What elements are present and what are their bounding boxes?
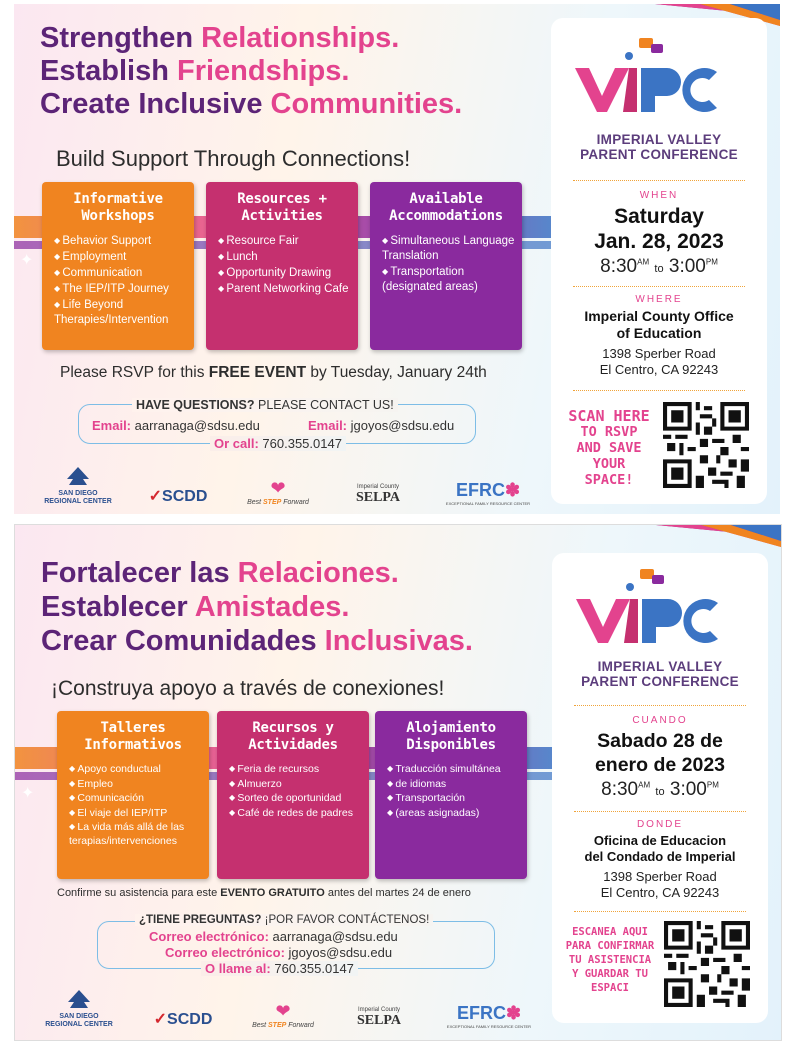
- scdd-logo: ✓SCDD: [153, 1011, 213, 1028]
- check-icon: ✓: [148, 488, 163, 505]
- divider: [573, 390, 745, 391]
- list-item: ◆ El viaje del IEP/ITP: [69, 806, 203, 821]
- headline-line-3: Crear Comunidades Inclusivas.: [41, 625, 473, 657]
- best-step-forward-logo: ❤ Best STEP Forward: [238, 478, 318, 506]
- list-item: ◆ Lunch: [218, 249, 352, 265]
- phone-link[interactable]: 760.355.0147: [274, 961, 354, 976]
- contact-email-2: Email: jgoyos@sdsu.edu: [308, 418, 455, 433]
- list-item: ◆ La vida más allá de las terapias/intervenciones: [69, 820, 203, 848]
- partner-logos: [39, 989, 539, 1029]
- scdd-logo: ✓SCDD: [148, 488, 208, 505]
- workshops-box: Informative Workshops ◆ Behavior Support ◆ Employment ◆ Communication ◆ The IEP/ITP Journey ◆ Life Beyond Therapies/Intervention: [42, 182, 194, 350]
- conference-name: IMPERIAL VALLEY PARENT CONFERENCE: [580, 132, 738, 162]
- divider: [574, 705, 746, 706]
- contact-email-2: Correo electrónico: jgoyos@sdsu.edu: [165, 945, 393, 960]
- list-item: ◆ Feria de recursos: [229, 762, 363, 777]
- sdrc-logo: SAN DIEGO REGIONAL CENTER: [39, 988, 119, 1029]
- divider: [574, 811, 746, 812]
- heart-icon: ❤: [270, 478, 286, 498]
- divider: [573, 286, 745, 287]
- selpa-logo: Imperial County SELPA: [356, 1007, 402, 1028]
- email-link[interactable]: aarranaga@sdsu.edu: [272, 929, 398, 944]
- flower-icon: ✽: [505, 1003, 522, 1023]
- list-item: ◆ Simultaneous Language Translation: [382, 233, 516, 264]
- list-item: ◆ Life Beyond Therapies/Intervention: [54, 297, 188, 328]
- conference-name: IMPERIAL VALLEY PARENT CONFERENCE: [581, 659, 739, 689]
- ivpc-logo-icon: [567, 38, 757, 116]
- selpa-logo: Imperial County SELPA: [355, 484, 401, 505]
- list-item: ◆ Behavior Support: [54, 233, 188, 249]
- sdrc-logo: SAN DIEGO REGIONAL CENTER: [38, 465, 118, 506]
- event-info-card: [551, 18, 767, 504]
- list-item: ◆ Resource Fair: [218, 233, 352, 249]
- contact-email-1: Email: aarranaga@sdsu.edu: [92, 418, 260, 433]
- efrc-logo: EFRC✽ EXCEPTIONAL FAMILY RESOURCE CENTER: [445, 480, 531, 506]
- event-time: $8:30^{AM}$ to $3:00^{PM}$: [601, 779, 719, 800]
- when-label: CUANDO: [632, 715, 688, 726]
- venue-address: 1398 Sperber Road El Centro, CA 92243: [600, 869, 720, 900]
- qr-code[interactable]: [664, 921, 750, 1007]
- partner-logos: [38, 466, 538, 506]
- phone-link[interactable]: 760.355.0147: [262, 436, 342, 451]
- list-item: ◆ Almuerzo: [229, 777, 363, 792]
- tree-icon: [62, 988, 96, 1010]
- rsvp-line: Please RSVP for this FREE EVENT by Tuesday, January 24th: [60, 364, 487, 381]
- list-item: ◆ Sorteo de oportunidad: [229, 791, 363, 806]
- list-item: ◆ Parent Networking Cafe: [218, 281, 352, 297]
- resources-box: Resources + Activities ◆ Resource Fair ◆ Lunch ◆ Opportunity Drawing ◆ Parent Networking Cafe: [206, 182, 358, 350]
- event-date: Saturday Jan. 28, 2023: [594, 205, 724, 253]
- flower-icon: ✽: [504, 480, 521, 500]
- scan-here-label: ESCANEA AQUI PARA CONFIRMAR TU ASISTENCIA Y GUARDAR TU ESPACI: [565, 926, 655, 994]
- list-item: ◆ Café de redes de padres: [229, 806, 363, 821]
- flyer-english: [14, 4, 780, 514]
- scan-here-label: SCAN HERE TO RSVP AND SAVE YOUR SPACE!: [568, 407, 650, 488]
- where-label: DONDE: [636, 819, 684, 830]
- event-info-card: [552, 553, 768, 1023]
- divider: [574, 911, 746, 912]
- divider: [573, 180, 745, 181]
- list-item: ◆ Transportación: [387, 791, 521, 806]
- accommodations-box: Available Accommodations ◆ Simultaneous Language Translation ◆ Transportation (designated areas): [370, 182, 522, 350]
- contact-phone: Or call: 760.355.0147: [210, 436, 346, 451]
- sparkle-icon: ✦: [21, 785, 35, 802]
- list-item: ◆ Communication: [54, 265, 188, 281]
- headline-line-3: Create Inclusive Communities.: [40, 88, 463, 120]
- venue-name: Oficina de Educacion del Condado de Imperial: [584, 833, 736, 864]
- list-item: ◆ Employment: [54, 249, 188, 265]
- contact-heading: HAVE QUESTIONS? PLEASE CONTACT US!: [132, 398, 398, 412]
- list-item: ◆ Empleo: [69, 777, 203, 792]
- list-item: ◆ Apoyo conductual: [69, 762, 203, 777]
- headline-line-2: Establecer Amistades.: [41, 591, 350, 623]
- list-item: ◆ de idiomas: [387, 777, 521, 792]
- event-date: Sabado 28 de enero de 2023: [594, 730, 726, 776]
- tree-icon: [61, 465, 95, 487]
- list-item: ◆ Traducción simultánea: [387, 762, 521, 777]
- where-label: WHERE: [635, 294, 683, 305]
- list-item: ◆ Transportation (designated areas): [382, 264, 516, 295]
- accommodations-box: Alojamiento Disponibles ◆ Traducción simultánea ◆ de idiomas ◆ Transportación ◆ (areas asignadas): [375, 711, 527, 879]
- rsvp-line: Confirme su asistencia para este EVENTO GRATUITO antes del martes 24 de enero: [57, 887, 471, 899]
- list-item: ◆ (areas asignadas): [387, 806, 521, 821]
- venue-name: Imperial County Office of Education: [584, 308, 734, 341]
- sparkle-icon: ✦: [20, 252, 34, 269]
- email-link[interactable]: aarranaga@sdsu.edu: [134, 418, 260, 433]
- ivpc-logo-icon: [568, 569, 758, 647]
- headline-line-1: Strengthen Relationships.: [40, 22, 400, 54]
- list-item: ◆ Comunicación: [69, 791, 203, 806]
- email-link[interactable]: jgoyos@sdsu.edu: [288, 945, 393, 960]
- subheading: Build Support Through Connections!: [56, 146, 411, 171]
- list-item: ◆ Opportunity Drawing: [218, 265, 352, 281]
- when-label: WHEN: [639, 190, 679, 201]
- event-time: $8:30^{AM}$ to $3:00^{PM}$: [600, 256, 718, 277]
- venue-address: 1398 Sperber Road El Centro, CA 92243: [599, 346, 719, 377]
- qr-code[interactable]: [663, 402, 749, 488]
- email-link[interactable]: jgoyos@sdsu.edu: [350, 418, 455, 433]
- flyer-spanish: [14, 524, 782, 1041]
- check-icon: ✓: [153, 1011, 168, 1028]
- headline-line-1: Fortalecer las Relaciones.: [41, 557, 399, 589]
- headline-line-2: Establish Friendships.: [40, 55, 350, 87]
- contact-phone: O llame al: 760.355.0147: [201, 961, 358, 976]
- resources-box: Recursos y Actividades ◆ Feria de recursos ◆ Almuerzo ◆ Sorteo de oportunidad ◆ Café de redes de padres: [217, 711, 369, 879]
- contact-email-1: Correo electrónico: aarranaga@sdsu.edu: [149, 929, 398, 944]
- heart-icon: ❤: [275, 1001, 291, 1021]
- subheading: ¡Construya apoyo a través de conexiones!: [51, 677, 445, 700]
- efrc-logo: EFRC✽ EXCEPTIONAL FAMILY RESOURCE CENTER: [446, 1003, 532, 1029]
- best-step-forward-logo: ❤ Best STEP Forward: [243, 1001, 323, 1029]
- contact-heading: ¿TIENE PREGUNTAS? ¡POR FAVOR CONTÁCTENOS!: [135, 914, 433, 926]
- list-item: ◆ The IEP/ITP Journey: [54, 281, 188, 297]
- workshops-box: Talleres Informativos ◆ Apoyo conductual ◆ Empleo ◆ Comunicación ◆ El viaje del IEP/ITP ◆ La vida más allá de las terapias/intervenciones: [57, 711, 209, 879]
